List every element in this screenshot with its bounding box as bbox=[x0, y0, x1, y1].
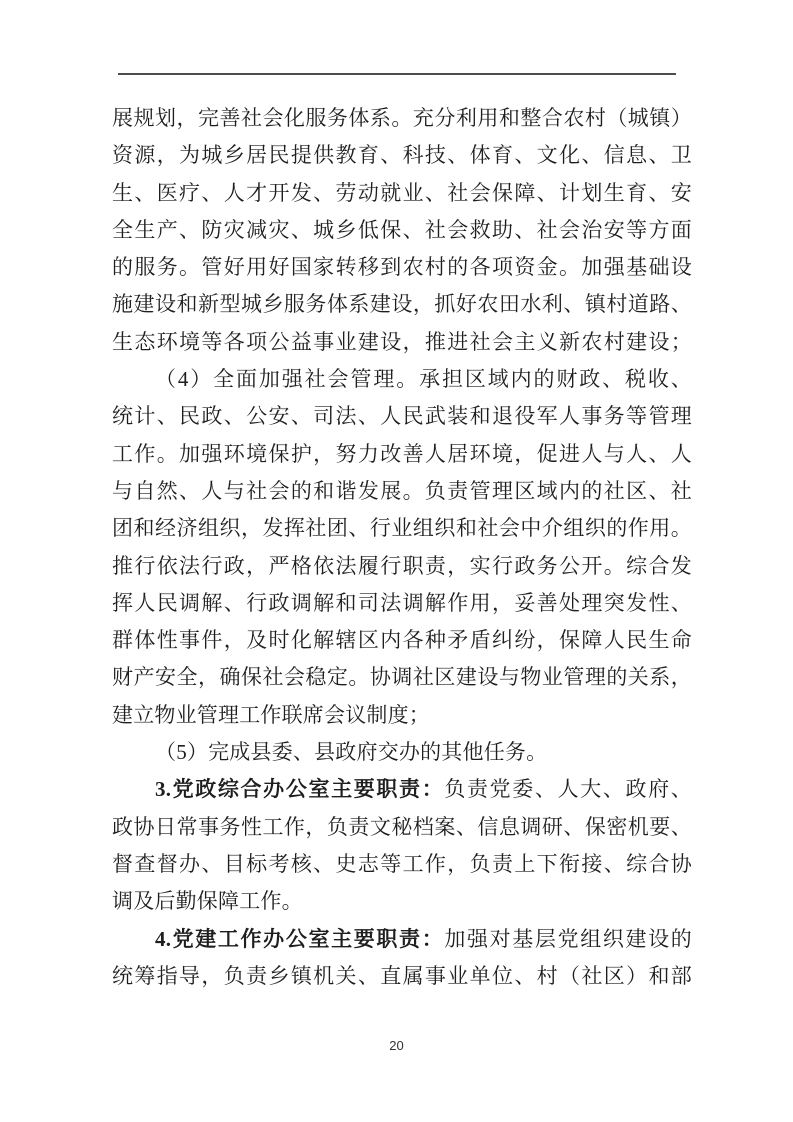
text-line bbox=[112, 846, 692, 883]
text-run: 的服务。管好用好国家转移到农村的各项资金。加强基础设 bbox=[112, 255, 692, 280]
text-line bbox=[112, 659, 692, 696]
text-line bbox=[112, 361, 692, 398]
text-run: （5）完成县委、县政府交办的其他任务。 bbox=[155, 740, 548, 765]
text-run: 展规划，完善社会化服务体系。充分利用和整合农村（城镇） bbox=[112, 106, 692, 130]
text-run: 全生产、防灾减灾、城乡低保、社会救助、社会治安等方面 bbox=[112, 217, 692, 242]
text-line bbox=[112, 137, 692, 174]
text-line bbox=[112, 175, 692, 212]
text-line bbox=[112, 883, 692, 920]
text-run: 调及后勤保障工作。 bbox=[112, 889, 303, 914]
heading-run: 3.党政综合办公室主要职责： bbox=[155, 777, 445, 802]
text-line bbox=[112, 921, 692, 958]
text-line bbox=[112, 473, 692, 510]
text-run: 挥人民调解、行政调解和司法调解作用，妥善处理突发性、 bbox=[112, 590, 692, 615]
text-run: 政协日常事务性工作，负责文秘档案、信息调研、保密机要、 bbox=[112, 814, 692, 839]
text-line bbox=[112, 809, 692, 846]
text-line bbox=[112, 510, 692, 547]
text-line bbox=[112, 100, 692, 137]
text-line bbox=[112, 398, 692, 435]
text-run: （4）全面加强社会管理。承担区域内的财政、税收、 bbox=[155, 367, 692, 392]
text-line bbox=[112, 734, 692, 771]
text-line bbox=[112, 286, 692, 323]
text-run: 资源，为城乡居民提供教育、科技、体育、文化、信息、卫 bbox=[112, 143, 692, 168]
text-run: 与自然、人与社会的和谐发展。负责管理区域内的社区、社 bbox=[112, 478, 692, 503]
document-body bbox=[112, 100, 692, 995]
text-run: 加强对基层党组织建设的 bbox=[444, 926, 692, 951]
text-run: 团和经济组织，发挥社团、行业组织和社会中介组织的作用。 bbox=[112, 516, 692, 541]
heading-run: 4.党建工作办公室主要职责： bbox=[155, 926, 445, 951]
text-line bbox=[112, 548, 692, 585]
text-line bbox=[112, 958, 692, 995]
text-run: 工作。加强环境保护，努力改善人居环境，促进人与人、人 bbox=[112, 441, 692, 466]
text-run: 建立物业管理工作联席会议制度； bbox=[112, 702, 430, 727]
text-line bbox=[112, 212, 692, 249]
text-line bbox=[112, 324, 692, 361]
text-line bbox=[112, 249, 692, 286]
text-run: 施建设和新型城乡服务体系建设，抓好农田水利、镇村道路、 bbox=[112, 292, 692, 317]
text-line bbox=[112, 622, 692, 659]
text-run: 统筹指导，负责乡镇机关、直属事业单位、村（社区）和部 bbox=[112, 963, 692, 988]
text-run: 生态环境等各项公益事业建设，推进社会主义新农村建设； bbox=[112, 329, 692, 354]
text-run: 负责党委、人大、政府、 bbox=[444, 777, 692, 802]
text-line bbox=[112, 697, 692, 734]
text-line bbox=[112, 771, 692, 808]
text-run: 生、医疗、人才开发、劳动就业、社会保障、计划生育、安 bbox=[112, 180, 692, 205]
text-run: 财产安全，确保社会稳定。协调社区建设与物业管理的关系， bbox=[112, 665, 692, 690]
text-line bbox=[112, 585, 692, 622]
page-number: 20 bbox=[389, 1038, 404, 1053]
text-run: 督查督办、目标考核、史志等工作，负责上下衔接、综合协 bbox=[112, 851, 692, 876]
text-line bbox=[112, 436, 692, 473]
header-rule bbox=[118, 73, 676, 75]
text-run: 推行依法行政，严格依法履行职责，实行政务公开。综合发 bbox=[112, 553, 692, 578]
text-run: 统计、民政、公安、司法、人民武装和退役军人事务等管理 bbox=[112, 404, 692, 429]
text-run: 群体性事件，及时化解辖区内各种矛盾纠纷，保障人民生命 bbox=[112, 628, 692, 653]
